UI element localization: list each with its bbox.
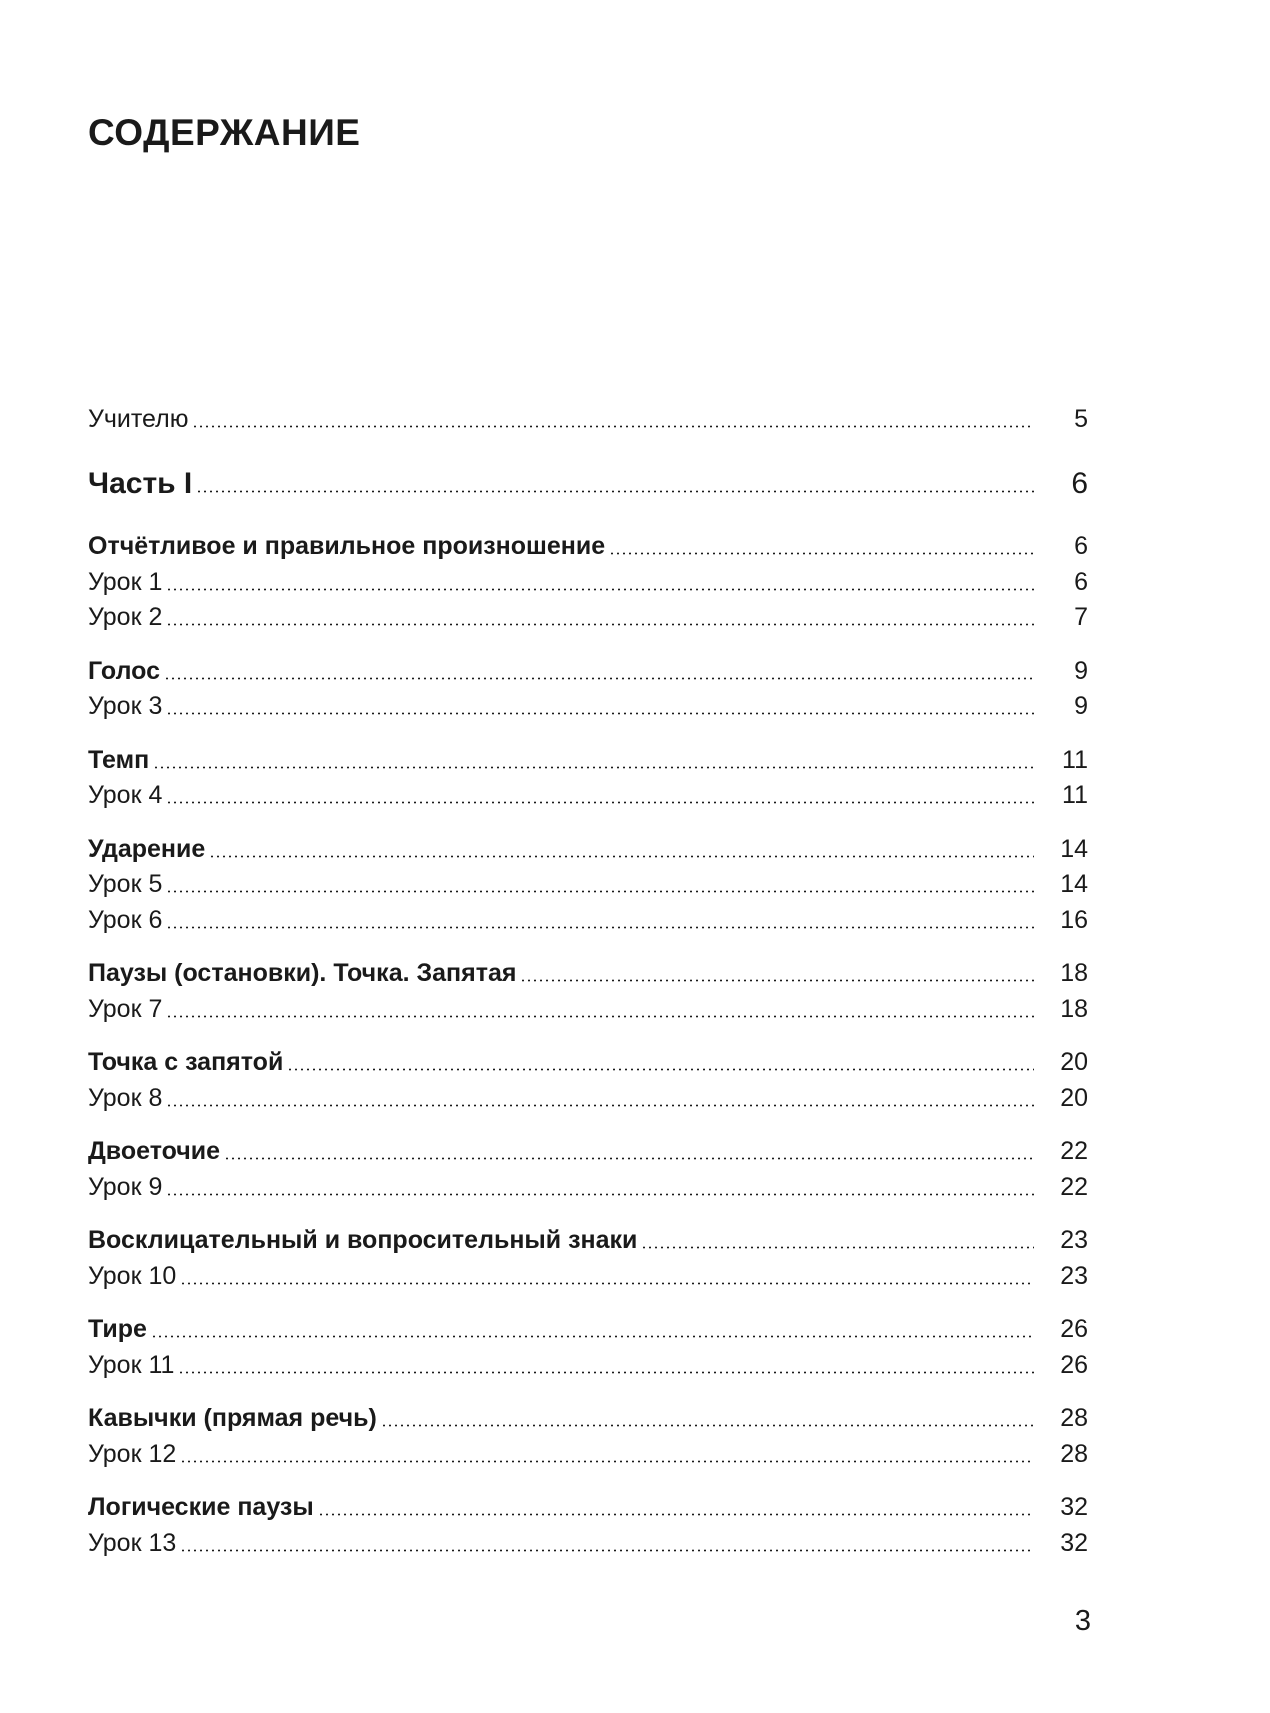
toc-lesson-label: Урок 12 bbox=[88, 1439, 177, 1468]
dot-leader bbox=[192, 425, 1034, 428]
toc-section[interactable] bbox=[88, 526, 1088, 562]
toc-lesson[interactable] bbox=[88, 1522, 1088, 1558]
toc-entry-page: 22 bbox=[1060, 1172, 1088, 1201]
toc-entry-page: 28 bbox=[1060, 1404, 1088, 1432]
dot-leader bbox=[381, 1424, 1034, 1427]
toc-lesson[interactable] bbox=[88, 597, 1088, 633]
toc-lesson[interactable] bbox=[88, 1255, 1088, 1291]
dot-leader bbox=[609, 552, 1034, 555]
toc-entry-page: 7 bbox=[1074, 603, 1088, 631]
dot-leader bbox=[196, 490, 1034, 493]
toc-entry-page: 11 bbox=[1062, 745, 1088, 774]
toc-lesson[interactable] bbox=[88, 899, 1088, 935]
toc-entry-page: 26 bbox=[1060, 1315, 1088, 1343]
toc-lesson[interactable] bbox=[88, 1166, 1088, 1202]
toc-lesson-label: Урок 13 bbox=[88, 1528, 177, 1557]
dot-leader bbox=[287, 1068, 1034, 1071]
dot-leader bbox=[180, 1282, 1034, 1285]
dot-leader bbox=[318, 1513, 1034, 1516]
toc-entry-page: 5 bbox=[1074, 404, 1088, 433]
toc-entry-page: 18 bbox=[1060, 959, 1088, 987]
dot-leader bbox=[209, 855, 1034, 858]
toc-lesson[interactable] bbox=[88, 864, 1088, 900]
toc-lesson-label: Урок 1 bbox=[88, 567, 163, 596]
toc-entry-teacher[interactable] bbox=[88, 398, 1088, 434]
dot-leader bbox=[224, 1157, 1034, 1160]
dot-leader bbox=[180, 1460, 1034, 1463]
toc-lesson-label: Урок 11 bbox=[88, 1350, 175, 1379]
toc-lesson[interactable] bbox=[88, 1077, 1088, 1113]
toc-entry-page: 18 bbox=[1060, 994, 1088, 1023]
toc-entry-page: 23 bbox=[1060, 1226, 1088, 1254]
page-title: СОДЕРЖАНИЕ bbox=[88, 112, 361, 153]
toc-section[interactable] bbox=[88, 1220, 1088, 1256]
dot-leader bbox=[166, 1193, 1034, 1196]
toc-entry-page: 6 bbox=[1071, 466, 1088, 500]
toc-entry-page: 26 bbox=[1060, 1350, 1088, 1379]
toc-section-label: Двоеточие bbox=[88, 1137, 221, 1165]
toc-section[interactable] bbox=[88, 1487, 1088, 1523]
dot-leader bbox=[166, 1015, 1034, 1018]
table-of-contents bbox=[88, 398, 1088, 1558]
toc-lesson[interactable] bbox=[88, 988, 1088, 1024]
toc-entry-page: 14 bbox=[1060, 870, 1088, 898]
toc-lesson-label: Урок 9 bbox=[88, 1172, 163, 1201]
toc-section-label: Логические паузы bbox=[88, 1493, 314, 1521]
toc-section-label: Восклицательный и вопросительный знаки bbox=[88, 1226, 638, 1254]
toc-section-label: Кавычки (прямая речь) bbox=[88, 1404, 377, 1432]
dot-leader bbox=[180, 1549, 1034, 1552]
toc-lesson-label: Урок 3 bbox=[88, 692, 163, 720]
dot-leader bbox=[166, 712, 1034, 715]
toc-lesson-label: Урок 10 bbox=[88, 1261, 177, 1290]
toc-entry-page: 9 bbox=[1074, 692, 1088, 720]
toc-section[interactable] bbox=[88, 953, 1088, 989]
toc-section[interactable] bbox=[88, 1309, 1088, 1345]
toc-section[interactable] bbox=[88, 1042, 1088, 1078]
toc-entry-page: 9 bbox=[1074, 656, 1088, 685]
toc-entry-page: 11 bbox=[1062, 781, 1088, 809]
toc-section-label: Отчётливое и правильное произношение bbox=[88, 532, 606, 560]
toc-section-label: Паузы (остановки). Точка. Запятая bbox=[88, 959, 517, 987]
toc-lesson-label: Урок 6 bbox=[88, 905, 163, 934]
dot-leader bbox=[166, 623, 1034, 626]
toc-section-label: Ударение bbox=[88, 834, 206, 863]
toc-section[interactable] bbox=[88, 650, 1088, 686]
toc-entry-page: 20 bbox=[1060, 1048, 1088, 1076]
toc-entry-page: 32 bbox=[1060, 1528, 1088, 1557]
toc-entry-page: 32 bbox=[1060, 1493, 1088, 1521]
dot-leader bbox=[520, 979, 1034, 982]
toc-lesson-label: Урок 4 bbox=[88, 781, 163, 809]
toc-section[interactable] bbox=[88, 739, 1088, 775]
toc-entry-page: 20 bbox=[1060, 1083, 1088, 1112]
toc-lesson[interactable] bbox=[88, 1433, 1088, 1469]
toc-section[interactable] bbox=[88, 1131, 1088, 1167]
toc-section[interactable] bbox=[88, 1398, 1088, 1434]
toc-entry-page: 22 bbox=[1060, 1137, 1088, 1165]
toc-entry-page: 6 bbox=[1074, 567, 1088, 596]
toc-lesson[interactable] bbox=[88, 561, 1088, 597]
toc-section-label: Темп bbox=[88, 745, 150, 774]
toc-entry-page: 28 bbox=[1060, 1439, 1088, 1468]
toc-entry-part[interactable] bbox=[88, 461, 1088, 499]
toc-entry-page: 14 bbox=[1060, 834, 1088, 863]
toc-lesson-label: Урок 7 bbox=[88, 994, 163, 1023]
toc-section[interactable] bbox=[88, 828, 1088, 864]
dot-leader bbox=[178, 1371, 1034, 1374]
page-number: 3 bbox=[1074, 1605, 1091, 1637]
toc-section-label: Тире bbox=[88, 1315, 147, 1343]
dot-leader bbox=[164, 677, 1034, 680]
toc-section-label: Точка с запятой bbox=[88, 1048, 284, 1076]
dot-leader bbox=[166, 801, 1034, 804]
toc-section-label: Голос bbox=[88, 656, 160, 685]
dot-leader bbox=[166, 1104, 1034, 1107]
dot-leader bbox=[641, 1246, 1034, 1249]
toc-lesson-label: Урок 5 bbox=[88, 870, 163, 898]
dot-leader bbox=[166, 890, 1034, 893]
toc-entry-page: 23 bbox=[1060, 1261, 1088, 1290]
toc-entry-label: Часть I bbox=[88, 466, 193, 500]
toc-entry-page: 6 bbox=[1074, 532, 1088, 560]
toc-entry-page: 16 bbox=[1060, 905, 1088, 934]
toc-lesson[interactable] bbox=[88, 775, 1088, 811]
toc-entry-label: Учителю bbox=[88, 404, 189, 433]
dot-leader bbox=[151, 1335, 1034, 1338]
toc-lesson[interactable] bbox=[88, 1344, 1088, 1380]
dot-leader bbox=[166, 588, 1034, 591]
toc-lesson[interactable] bbox=[88, 686, 1088, 722]
dot-leader bbox=[166, 926, 1034, 929]
toc-lesson-label: Урок 2 bbox=[88, 603, 163, 631]
toc-lesson-label: Урок 8 bbox=[88, 1083, 163, 1112]
dot-leader bbox=[153, 766, 1034, 769]
